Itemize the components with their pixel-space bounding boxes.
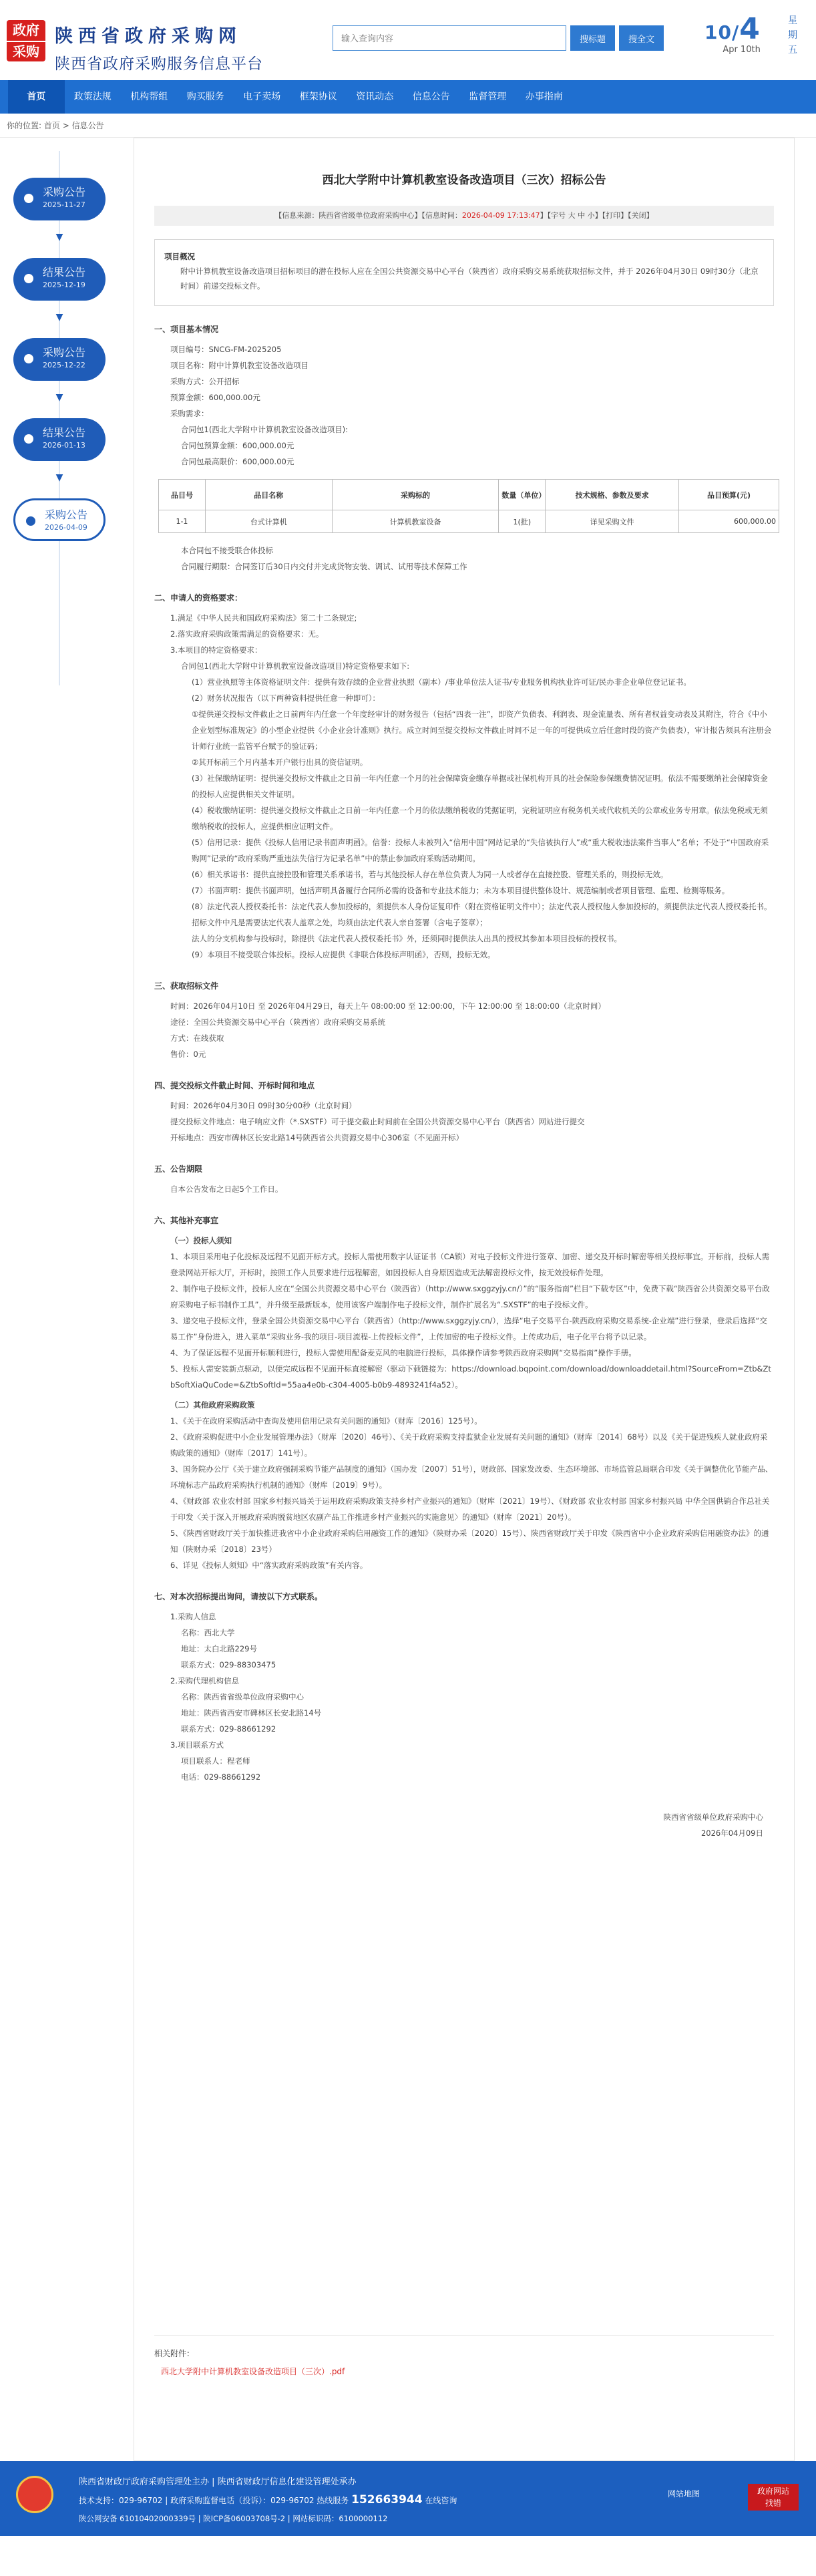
contract-pack: 合同包1(西北大学附中计算机教室设备改造项目):	[181, 425, 349, 434]
nav-guide[interactable]: 办事指南	[525, 92, 563, 102]
timeline-item[interactable]	[13, 418, 106, 461]
gov-site-badge[interactable]	[748, 2484, 799, 2511]
logo-text-2: 采购	[7, 41, 45, 61]
sign-date: 2026年04月09日	[700, 1828, 763, 1838]
meta-bar	[154, 206, 774, 226]
qual-line: 3.本项目的特定资格要求：	[170, 645, 262, 655]
table-cell: 台式计算机	[205, 510, 332, 533]
qual-item: (6）相关承诺书：提供直接控股和管理关系承诺书，若与其他投标人存在单位负责人为同一人或者存在直接控股、管理关系的，则投标无效。	[192, 870, 668, 879]
qual-item: ①提供递交投标文件截止之日前两年内任意一个年度经审计的财务报告（包括“四表一注”，即资产负债表、利润表、现金流量表、所有者权益变动表及其附注，符合《中小企业划型标准规定》的小型企业提供《小企业会计准则》执行。成立时间至提交投标文件截止时间不足一年的可提供成立后任意时段的资产负债表），审计报告须具有注册会计师行业统一监管平台赋予的验证码；	[192, 709, 772, 751]
notice-item: 2、制作电子投标文件，投标人应在“全国公共资源交易中心平台（陕西省）（http://www.sxggzyjy.cn/）”的“服务指南”栏目“下载专区”中，免费下载“陕西省公共资源交易平台政府采购电子标书制作工具”，并升级至最新版本，使用该客户端制作电子投标文件，制作扩展名为“.SXSTF”的电子投标文件。	[170, 1284, 770, 1309]
qual-item: (4）税收缴纳证明：提供递交投标文件截止之日前一年内任意一个月的依法缴纳税收的凭据证明，完税证明应有税务机关或代收机关的公章或业务专用章。依法免税或无须缴纳税收的投标人，应提供相应证明文件。	[192, 806, 768, 831]
date-display	[704, 12, 761, 55]
search-bar	[333, 25, 664, 51]
qual-item: 法人的分支机构参与投标时，除提供《法定代表人授权委托书》外，还须同时提供法人出具的授权其参加本项目投标的授权书。	[192, 934, 622, 943]
attachments	[154, 2335, 774, 2399]
contact-line: 名称：西北大学	[181, 1628, 235, 1637]
site-title: 陕西省政府采购网	[55, 26, 242, 47]
contact-head: 2.采购代理机构信息	[170, 1676, 239, 1685]
attachment-link[interactable]: 西北大学附中计算机教室设备改造项目（三次）.pdf	[161, 2367, 345, 2376]
subsection-title: （二）其他政府采购政策	[170, 1400, 255, 1410]
nav-purchase-service[interactable]: 购买服务	[186, 92, 224, 102]
table-cell: 600,000.00	[679, 510, 779, 533]
badge-text: 政府网站	[757, 2486, 789, 2496]
deadline-time: 时间：2026年04月30日 09时30分00秒（北京时间）	[170, 1101, 357, 1110]
contract-period: 合同履行期限：合同签订后30日内交付并完成货物安装、调试、试用等技术保障工作	[181, 562, 467, 571]
chevron-down-icon: ▼	[55, 312, 63, 323]
item-table	[158, 479, 779, 533]
doc-method: 方式：在线获取	[170, 1033, 224, 1043]
qual-item: (2）财务状况报告（以下两种资料提供任意一种即可）：	[192, 693, 381, 703]
contact-line: 地址：太白北路229号	[181, 1644, 257, 1653]
national-emblem-icon	[16, 2476, 53, 2513]
timeline-item-date: 2026-04-09	[45, 523, 87, 532]
demand-label: 采购需求：	[170, 409, 209, 418]
nav-framework[interactable]: 框架协议	[299, 92, 337, 102]
section-title: 六、其他补充事宜	[154, 1216, 219, 1225]
qual-item: (7）书面声明：提供书面声明，包括声明具备履行合同所必需的设备和专业技术能力；未为本项目提供整体设计、规范编制或者项目管理、监理、检测等服务。	[192, 886, 730, 895]
timeline-dot	[24, 274, 33, 283]
timeline-item-date: 2026-01-13	[43, 441, 85, 450]
timeline-item-name: 采购公告	[43, 346, 86, 359]
footer-icp: 陕公网安备 61010402000339号 | 陕ICP备06003708号-2 | 网站标识码：6100000112	[79, 2514, 388, 2523]
timeline-dot	[24, 354, 33, 363]
budget: 预算金额：600,000.00元	[170, 393, 260, 402]
signature-block	[154, 1809, 774, 1841]
meta-source: 【信息来源：陕西省省级单位政府采购中心】【信息时间：	[274, 211, 462, 220]
attachments-title: 相关附件：	[154, 2349, 195, 2358]
nav-notices[interactable]: 信息公告	[412, 92, 450, 102]
doc-channel: 途径：全国公共资源交易中心平台（陕西省）政府采购交易系统	[170, 1017, 385, 1027]
qual-line: 1.满足《中华人民共和国政府采购法》第二十二条规定;	[170, 613, 357, 623]
notice-item: 3、递交电子投标文件，登录全国公共资源交易中心平台（陕西省）（http://www.sxggzyjy.cn/），选择“电子交易平台-陕西政府采购交易系统-企业端”进行登录，登录后选择“交易工作”身份进入，进入菜单“采购业务-我的项目-项目流程-上传投标文件”，上传加密的电子投标文件。上传成功后，电子化平台将予以记录。	[170, 1316, 767, 1341]
logo-text-1: 政府	[13, 22, 39, 38]
table-cell: 计算机教室设备	[332, 510, 499, 533]
table-header: 品目预算(元)	[679, 480, 779, 510]
breadcrumb-sep: >	[62, 121, 69, 130]
policy-item: 6、详见《投标人须知》中“落实政府采购政策”有关内容。	[170, 1561, 368, 1570]
contact-line: 联系方式：029-88661292	[181, 1724, 276, 1734]
doc-time: 时间：2026年04月10日 至 2026年04月29日，每天上午 08:00:00 至 12:00:00，下午 12:00:00 至 18:00:00（北京时间）	[170, 1001, 606, 1011]
table-cell: 1-1	[159, 510, 206, 533]
timeline-item[interactable]	[13, 178, 106, 220]
policy-item: 3、国务院办公厅《关于建立政府强制采购节能产品制度的通知》（国办发〔2007〕51号），财政部、国家发改委、生态环境部、市场监管总局联合印发《关于调整优化节能产品、环境标志产品政府采购执行机制的通知》（财库〔2019〕9号）。	[170, 1464, 773, 1490]
date-month: 10/	[704, 21, 740, 43]
subsection-title: （一）投标人须知	[170, 1236, 232, 1245]
section-3-body	[154, 998, 774, 1062]
doc-price: 售价：0元	[170, 1050, 206, 1059]
summary-box	[154, 239, 774, 306]
footer-consult[interactable]: 在线咨询	[422, 2496, 457, 2505]
main-nav	[0, 80, 816, 114]
contact-line: 项目联系人：程老师	[181, 1756, 250, 1766]
section-title: 五、公告期限	[154, 1164, 203, 1174]
nav-e-mall[interactable]: 电子卖场	[243, 92, 281, 102]
notice-item: 1、本项目采用电子化投标及远程不见面开标方式。投标人需使用数字认证证书（CA锁）对电子投标文件进行签章、加密、递交及开标时解密等相关投标事宜。开标前，投标人需登录网站开标大厅，开标时，按照工作人员要求进行远程解密，如因投标人自身原因造成无法解密投标文件，按无效投标件处理。	[170, 1252, 770, 1277]
table-cell: 1(批)	[499, 510, 546, 533]
timeline-dot	[26, 516, 35, 526]
timeline-item-date: 2025-12-22	[43, 361, 85, 369]
section-2-body	[154, 610, 774, 963]
timeline-item-name: 结果公告	[43, 266, 86, 279]
qual-item: (5）信用记录：提供《投标人信用记录书面声明函》。信誉：投标人未被列入“信用中国”网站记录的“失信被执行人”或“重大税收违法案件当事人”名单；不处于“中国政府采购网”记录的“政府采购严重违法失信行为记录名单”中的禁止参加政府采购活动期间。	[192, 838, 769, 863]
policy-item: 5、《陕西省财政厅关于加快推进我省中小企业政府采购信用融资工作的通知》（陕财办采〔2020〕15号）、陕西省财政厅关于印发《陕西省中小企业政府采购信用融资办法》的通知（陕财办采〔2018〕23号）	[170, 1528, 769, 1554]
table-header: 数量（单位）	[499, 480, 546, 510]
summary-title: 项目概况	[164, 252, 195, 261]
project-number: 项目编号：SNCG-FM-2025205	[170, 345, 282, 354]
qual-sub-head: 合同包1(西北大学附中计算机教室设备改造项目)特定资格要求如下:	[181, 661, 410, 671]
timeline-dot	[24, 434, 33, 444]
qual-item: (9）本项目不接受联合体投标。投标人应提供《非联合体投标声明函》，否则，投标无效。	[192, 950, 495, 959]
table-row	[159, 510, 779, 533]
breadcrumb	[0, 114, 816, 138]
section-7-body	[154, 1609, 774, 1785]
qual-item: (1）营业执照等主体资格证明文件：提供有效存续的企业营业执照（副本）/事业单位法人证书/专业服务机构执业许可证/民办非企业单位登记证书。	[192, 677, 691, 687]
nav-supervision[interactable]: 监督管理	[469, 92, 507, 102]
timeline-item-name: 采购公告	[43, 186, 86, 198]
timeline-item[interactable]	[13, 258, 106, 301]
notice-period: 自本公告发布之日起5个工作日。	[170, 1184, 283, 1194]
opening-place: 开标地点：西安市碑林区长安北路14号陕西省公共资源交易中心306室（不见面开标）	[170, 1133, 464, 1142]
notice-item: 5、投标人需安装新点驱动，以便完成远程不见面开标直接解密（驱动下载链接为：https://download.bqpoint.com/download/downloaddetail.html?SourceFrom=Ztb&ZtbSoftXiaQuCode=&ZtbSoftId=55aa4e0b-c304-4005-b0b9-4893241f4a52）。	[170, 1364, 771, 1390]
summary-text: 附中计算机教室设备改造项目招标项目的潜在投标人应在全国公共资源交易中心平台（陕西省）政府采购交易系统获取招标文件，并于 2026年04月30日 09时30分（北京时间）前递交投标文件。	[180, 267, 759, 291]
section-title: 四、提交投标文件截止时间、开标时间和地点	[154, 1081, 315, 1090]
section-1-body	[154, 341, 774, 470]
site-title-block	[55, 21, 263, 73]
submit-place: 提交投标文件地点：电子响应文件（*.SXSTF）可于提交截止时间前在全国公共资源交易中心平台（陕西省）网站进行提交	[170, 1117, 585, 1126]
pack-budget: 合同包预算金额：600,000.00元	[181, 441, 294, 450]
date-day: 4	[739, 12, 761, 46]
chevron-down-icon: ▼	[55, 392, 63, 403]
no-consortium: 本合同包不接受联合体投标	[181, 546, 273, 555]
contact-line: 地址：陕西省西安市碑林区长安北路14号	[181, 1708, 322, 1718]
chevron-down-icon: ▼	[55, 232, 63, 243]
nav-news[interactable]: 资讯动态	[356, 92, 394, 102]
pack-max-price: 合同包最高限价：600,000.00元	[181, 457, 294, 466]
timeline-sidebar	[0, 138, 120, 2461]
nav-policy[interactable]: 政策法规	[73, 92, 112, 102]
timeline-item-current[interactable]	[13, 498, 106, 541]
footer-support: 技术支持：029-96702 | 政府采购监督电话（投诉）：029-96702 热线服务	[79, 2496, 352, 2505]
section-6-body	[154, 1233, 774, 1573]
project-name: 项目名称：附中计算机教室设备改造项目	[170, 361, 309, 370]
meta-time: 2026-04-09 17:13:47	[461, 211, 540, 220]
section-title: 一、项目基本情况	[154, 325, 219, 334]
footer-hotline: 152663944	[351, 2493, 423, 2507]
qual-item: (3）社保缴纳证明：提供递交投标文件截止之日前一年内任意一个月的社会保障资金缴存单据或社保机构开具的社会保险参保缴费情况证明。依法不需要缴纳社会保障资金的投标人应提供相关文件证明。	[192, 774, 768, 799]
sign-org: 陕西省省级单位政府采购中心	[663, 1812, 763, 1822]
policy-item: 1、《关于在政府采购活动中查询及使用信用记录有关问题的通知》（财库〔2016〕125号）。	[170, 1416, 482, 1426]
section-4-body	[154, 1098, 774, 1146]
timeline-item-name: 结果公告	[43, 426, 86, 439]
contact-line: 名称：陕西省省级单位政府采购中心	[181, 1692, 304, 1702]
weekday: 星期五	[788, 15, 797, 55]
site-footer	[0, 2461, 816, 2536]
footer-sitemap-link[interactable]: 网站地图	[668, 2489, 700, 2499]
notice-item: 4、为了保证远程不见面开标顺利进行，投标人需使用配备麦克风的电脑进行投标，具体操作请参考陕西政府采购网“交易指南”操作手册。	[170, 1348, 636, 1357]
timeline-item-name: 采购公告	[45, 508, 88, 521]
contact-line: 电话：029-88661292	[181, 1772, 261, 1782]
timeline-item-date: 2025-12-19	[43, 281, 85, 289]
policy-item: 2、《政府采购促进中小企业发展管理办法》（财库〔2020〕46号）、《关于政府采购支持监狱企业发展有关问题的通知》（财库〔2014〕68号）以及《关于促进残疾人就业政府采购政策的通知》（财库〔2017〕141号）。	[170, 1432, 768, 1458]
qual-item: ②其开标前三个月内基本开户银行出具的资信证明。	[192, 758, 368, 767]
site-logo[interactable]	[7, 20, 45, 61]
table-header: 采购标的	[332, 480, 499, 510]
nav-home[interactable]: 首页	[8, 80, 65, 114]
search-fulltext-button[interactable]: 搜全文	[619, 25, 664, 51]
table-cell: 详见采购文件	[546, 510, 679, 533]
policy-item: 4、《财政部 农业农村部 国家乡村振兴局关于运用政府采购政策支持乡村产业振兴的通知》（财库〔2021〕19号）、《财政部 农业农村部 国家乡村振兴局 中华全国供销合作总社关于印发〈关于深入开展政府采购脱贫地区农副产品工作推进乡村产业振兴的实施意见〉的通知》（财库〔2021〕20号）。	[170, 1496, 770, 1522]
section-1-after	[154, 542, 774, 575]
table-header: 品目名称	[205, 480, 332, 510]
site-header	[0, 0, 816, 80]
site-subtitle: 陕西省政府采购服务信息平台	[55, 55, 263, 73]
timeline-item-date: 2025-11-27	[43, 200, 85, 209]
breadcrumb-label: 你的位置:	[7, 121, 42, 130]
contact-head: 3.项目联系方式	[170, 1740, 224, 1750]
footer-sponsor: 陕西省财政厅政府采购管理处主办 | 陕西省财政厅信息化建设管理处承办	[79, 2477, 357, 2487]
table-header: 技术规格、参数及要求	[546, 480, 679, 510]
main-area	[0, 138, 816, 2461]
page-title: 西北大学附中计算机教室设备改造项目（三次）招标公告	[322, 174, 606, 187]
timeline-dot	[24, 194, 33, 203]
footer-contacts	[79, 2493, 457, 2507]
nav-agency[interactable]: 机构帮组	[130, 92, 168, 102]
timeline-item[interactable]	[13, 338, 106, 381]
qual-line: 2.落实政府采购政策需满足的资格要求：无。	[170, 629, 324, 639]
breadcrumb-current[interactable]: 信息公告	[71, 121, 104, 130]
section-title: 二、申请人的资格要求：	[154, 593, 243, 603]
search-input[interactable]	[333, 25, 566, 51]
search-title-button[interactable]: 搜标题	[570, 25, 615, 51]
purchase-method: 采购方式：公开招标	[170, 377, 240, 386]
date-sub: Apr 10th	[723, 45, 761, 55]
breadcrumb-home[interactable]: 首页	[43, 121, 60, 130]
meta-tools[interactable]: 】【字号 大 中 小】【打印】【关闭】	[540, 211, 654, 220]
qual-item: (8）法定代表人授权委托书：法定代表人参加投标的，须提供本人身份证复印件（附在资格证明文件中）；法定代表人授权他人参加投标的，须提供法定代表人授权委托书。招标文件中凡是需要法定代表人盖章之处，均须由法定代表人亲自签署（含电子签章）；	[192, 902, 772, 927]
badge-text: 找错	[765, 2499, 781, 2508]
contact-line: 联系方式：029-88303475	[181, 1660, 276, 1669]
section-title: 三、获取招标文件	[154, 981, 219, 991]
section-title: 七、对本次招标提出询问，请按以下方式联系。	[154, 1592, 323, 1601]
article-panel	[134, 138, 795, 2461]
table-header: 品目号	[159, 480, 206, 510]
chevron-down-icon: ▼	[55, 472, 63, 483]
contact-head: 1.采购人信息	[170, 1612, 216, 1621]
